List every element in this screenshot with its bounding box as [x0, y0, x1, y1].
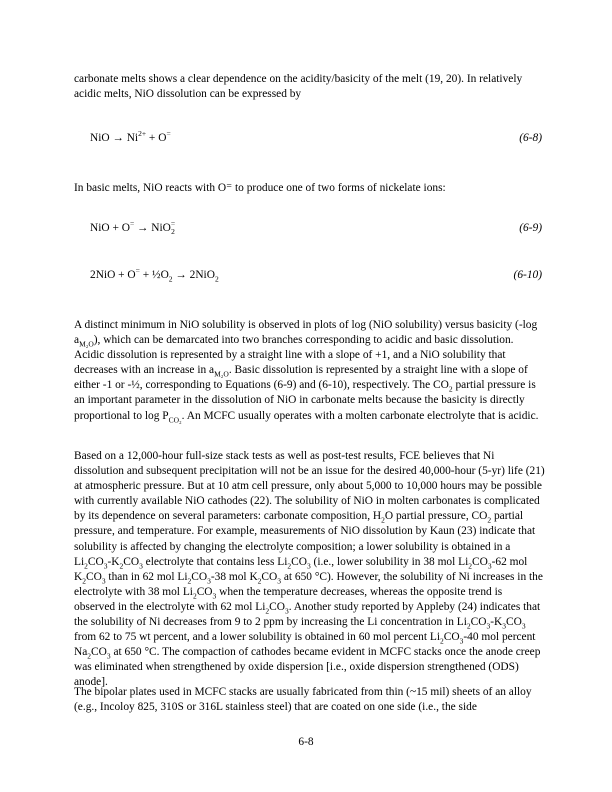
equation-expression: NiO → $Ni^{2+} + O^=$ — [90, 129, 171, 144]
equation-number: (6-9) — [519, 222, 542, 234]
page-number: 6-8 — [298, 736, 314, 748]
equation-expression: $2NiO + O^= + \frac{1}{2}O_2 \to 2NiO_2$ — [90, 266, 219, 284]
paragraph-basic-melts: In basic melts, NiO reacts with O⁼ to produce one of two forms of nickelate ions: — [74, 182, 446, 194]
paragraph-stack-tests: Based on a 12,000-hour full-size stack tests as well as post-test results, FCE believes that Ni dissolution and subsequent precipitation will not be an issue for the desired 40,000-hour (5-yr) life (21) at atmospheric pressure. But at 10 atm cell pressure, only about 5,000 to 10,000 hours may be possible with currently available NiO cathodes (22). The solubility of NiO in molten carbonates is complicated by its dependence on several parameters: carbonate composition, $H_2O$ partial pressure, $CO_2$ partial pressure, and temperature. For example, measurements of NiO dissolution by Kaun (23) indicate that solubility is affected by changing the electrolyte composition; a lower solubility is obtained in a $Li_2CO_3-K_2CO_3$ electrolyte that contains less $Li_2CO_3$ (i.e., lower solubility in 38 mol $Li_2CO_3-62$ mol $K_2CO_3$ than in 62 mol $Li_2CO_3-38$ mol $K_2CO_3$ at 650 °C). However, the solubility of Ni increases in the electrolyte with 38 mol $Li_2CO_3$ when the temperature decreases, whereas the opposite trend is observed in the electrolyte with 62 mol $Li_2CO_3$. Another study reported by Appleby (24) indicates that the solubility of Ni decreases from 9 to 2 ppm by increasing the Li concentration in $Li_2CO_3-K_3CO_3$ from 62 to 75 wt percent, and a lower solubility is obtained in 60 mol percent $Li_2CO_3-40$ mol percent $Na_2CO_3$ at 650 °C. The compaction of cathodes became evident in MCFC stacks once the anode creep was eliminated when strengthened by oxide dispersion [i.e., oxide dispersion strengthened (ODS) anode]. — [74, 450, 545, 689]
paragraph-acidic-dissolution: carbonate melts shows a clear dependence on the acidity/basicity of the melt (19, 20). In relatively acidic melts, NiO dissolution can be expressed by — [74, 73, 523, 101]
equation-number: (6-10) — [513, 269, 542, 281]
equation-number: (6-8) — [519, 132, 542, 144]
paragraph-nio-solubility-minimum: A distinct minimum in NiO solubility is observed in plots of log (NiO solubility) versus basicity (-log $a_{M_2O}$), which can be demarcated into two branches corresponding to acidic and basic dissolution. Acidic dissolution is represented by a straight line with a slope of +1, and a NiO solubility that decreases with an increase in $a_{M_2O}$. Basic dissolution is represented by a straight line with a slope of either -1 or -½, corresponding to Equations (6-9) and (6-10), respectively. The $CO_2$ partial pressure is an important parameter in the dissolution of NiO in carbonate melts because the basicity is directly proportional to $\log P_{CO_2}$. An MCFC usually operates with a molten carbonate electrolyte that is acidic. — [74, 319, 539, 424]
equation-6-9 — [90, 221, 542, 237]
paragraph-bipolar-plates: The bipolar plates used in MCFC stacks are usually fabricated from thin (~15 mil) sheets of an alloy (e.g., Incoloy 825, 310S or 316L stainless steel) that are coated on one side (i.e., the side — [74, 686, 532, 714]
equation-expression: NiO + O= → NiO=$_2$ — [90, 219, 176, 237]
equation-6-8 — [90, 131, 542, 147]
equation-6-10 — [90, 268, 542, 284]
